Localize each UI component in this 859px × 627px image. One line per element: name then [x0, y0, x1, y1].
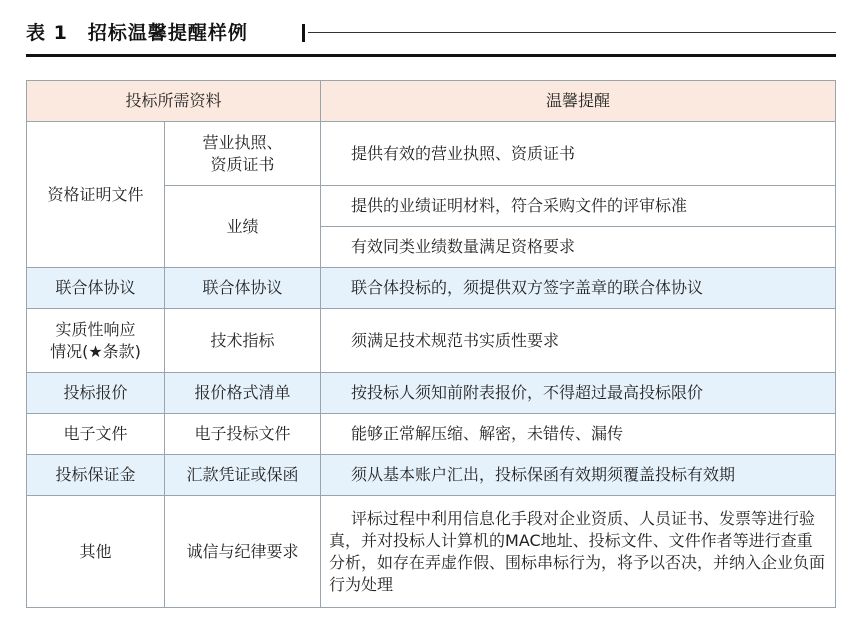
row-item-deposit: 汇款凭证或保函	[165, 455, 321, 496]
bidding-reminder-table	[26, 80, 836, 608]
row-note-consortium: 联合体投标的，须提供双方签字盖章的联合体协议	[321, 268, 836, 309]
table-header-row	[27, 81, 836, 122]
title-bar-divider	[302, 24, 305, 42]
table-row	[27, 122, 836, 186]
row-category-quotation: 投标报价	[27, 373, 165, 414]
row-note-other	[321, 496, 836, 608]
row-note-substantive: 须满足技术规范书实质性要求	[321, 309, 836, 373]
row-note-other-text: 评标过程中利用信息化手段对企业资质、人员证书、发票等进行验真，并对投标人计算机的MAC地址、投标文件、文件作者等进行查重分析，如存在弄虚作假、围标串标行为，将予以否决，并纳入企业负面行为处理	[329, 508, 826, 594]
row-note-performance-1: 提供的业绩证明材料，符合采购文件的评审标准	[321, 186, 836, 227]
row-item-electronic: 电子投标文件	[165, 414, 321, 455]
table-row	[27, 414, 836, 455]
row-category-consortium: 联合体协议	[27, 268, 165, 309]
row-category-other: 其他	[27, 496, 165, 608]
row-item-consortium: 联合体协议	[165, 268, 321, 309]
title-rule-line	[308, 32, 836, 33]
row-item-license: 营业执照、 资质证书	[165, 122, 321, 186]
table-row	[27, 373, 836, 414]
table-row	[27, 455, 836, 496]
table-caption	[26, 16, 836, 52]
row-category-deposit: 投标保证金	[27, 455, 165, 496]
table-title: 表 1 招标温馨提醒样例	[26, 22, 248, 44]
title-bottom-rule	[26, 54, 836, 57]
row-note-deposit: 须从基本账户汇出，投标保函有效期须覆盖投标有效期	[321, 455, 836, 496]
row-note-performance-2: 有效同类业绩数量满足资格要求	[321, 227, 836, 268]
table-row	[27, 496, 836, 608]
row-item-substantive: 技术指标	[165, 309, 321, 373]
row-item-quotation: 报价格式清单	[165, 373, 321, 414]
header-reminder: 温馨提醒	[321, 81, 836, 122]
row-category-electronic: 电子文件	[27, 414, 165, 455]
row-item-other: 诚信与纪律要求	[165, 496, 321, 608]
table-row	[27, 309, 836, 373]
row-note-quotation: 按投标人须知前附表报价，不得超过最高投标限价	[321, 373, 836, 414]
row-note-license: 提供有效的营业执照、资质证书	[321, 122, 836, 186]
row-note-electronic: 能够正常解压缩、解密，未错传、漏传	[321, 414, 836, 455]
table-row	[27, 268, 836, 309]
header-materials: 投标所需资料	[27, 81, 321, 122]
row-item-performance: 业绩	[165, 186, 321, 268]
row-category-substantive: 实质性响应 情况(★条款)	[27, 309, 165, 373]
row-category-qualification: 资格证明文件	[27, 122, 165, 268]
